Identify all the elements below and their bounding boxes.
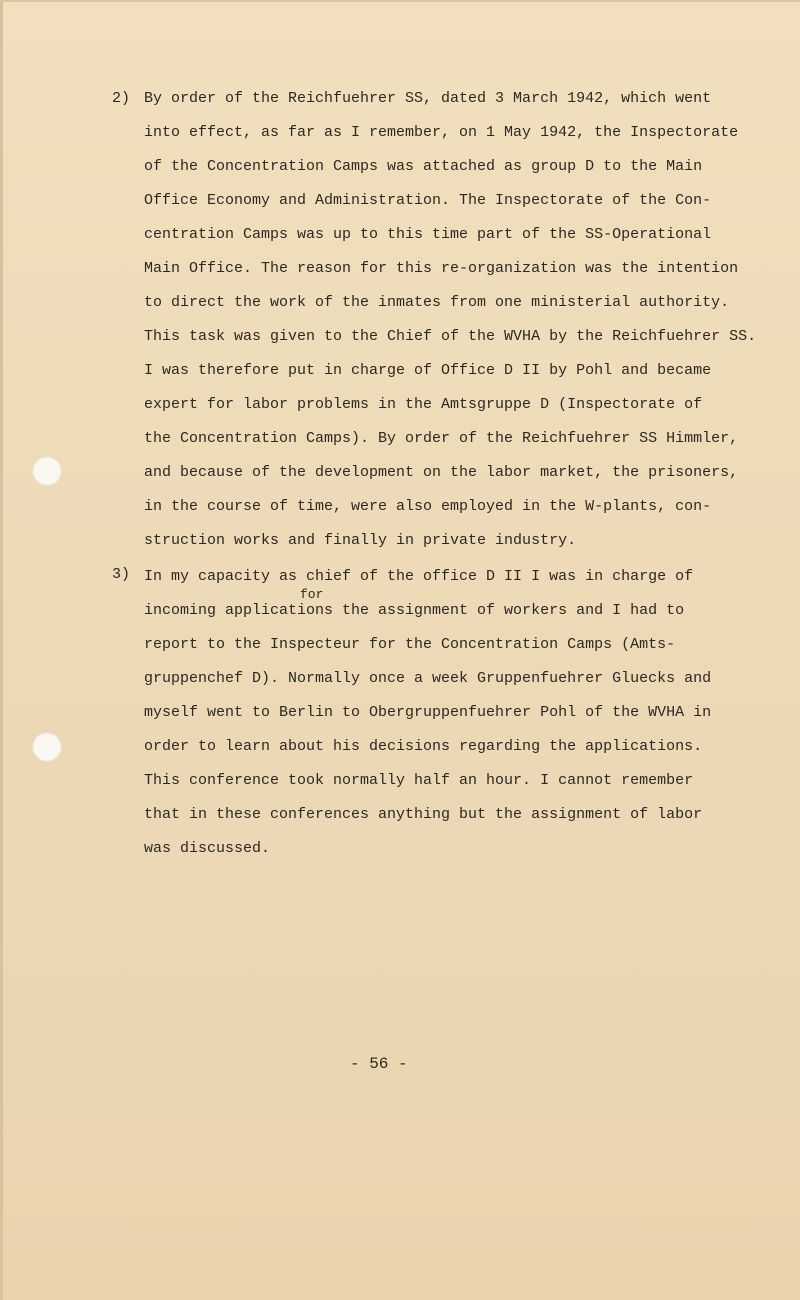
text-line: into effect, as far as I remember, on 1 May 1942, the Inspectorate — [144, 124, 739, 141]
text-line: centration Camps was up to this time part of the SS-Operational — [144, 226, 712, 243]
text-line: This conference took normally half an hour. I cannot remember — [144, 772, 694, 789]
text-line: the Concentration Camps). By order of the Reichfuehrer SS Himmler, — [144, 430, 739, 447]
text-line: and because of the development on the labor market, the prisoners, — [144, 464, 739, 481]
text-line: to direct the work of the inmates from one ministerial authority. — [144, 294, 730, 311]
punch-hole-upper — [32, 456, 62, 486]
text-line: expert for labor problems in the Amtsgruppe D (Inspectorate of — [144, 396, 703, 413]
text-line: order to learn about his decisions regarding the applications. — [144, 738, 703, 755]
page-edge-left — [0, 0, 3, 1300]
text-line: Office Economy and Administration. The Inspectorate of the Con- — [144, 192, 712, 209]
text-line: in the course of time, were also employed in the W-plants, con- — [144, 498, 712, 515]
text-line: myself went to Berlin to Obergruppenfuehrer Pohl of the WVHA in — [144, 704, 712, 721]
text-line: struction works and finally in private industry. — [144, 532, 577, 549]
paragraph-number: 2) — [112, 90, 131, 107]
page-edge-top — [0, 0, 800, 2]
text-line: I was therefore put in charge of Office D II by Pohl and became — [144, 362, 712, 379]
handwritten-insertion: for — [300, 587, 324, 602]
text-line: was discussed. — [144, 840, 271, 857]
text-line: incoming applications the assignment of workers and I had to — [144, 602, 685, 619]
text-line: This task was given to the Chief of the WVHA by the Reichfuehrer SS. — [144, 328, 757, 345]
text-line: of the Concentration Camps was attached as group D to the Main — [144, 158, 703, 175]
punch-hole-lower — [32, 732, 62, 762]
text-line: report to the Inspecteur for the Concentration Camps (Amts- — [144, 636, 676, 653]
paragraph-number: 3) — [112, 566, 131, 583]
text-line: that in these conferences anything but the assignment of labor — [144, 806, 703, 823]
text-line: Main Office. The reason for this re-organization was the intention — [144, 260, 739, 277]
page-number: - 56 - — [350, 1055, 408, 1073]
text-line: By order of the Reichfuehrer SS, dated 3 March 1942, which went — [144, 90, 712, 107]
text-line: gruppenchef D). Normally once a week Gruppenfuehrer Gluecks and — [144, 670, 712, 687]
text-line: In my capacity as chief of the office D II I was in charge of — [144, 568, 694, 585]
